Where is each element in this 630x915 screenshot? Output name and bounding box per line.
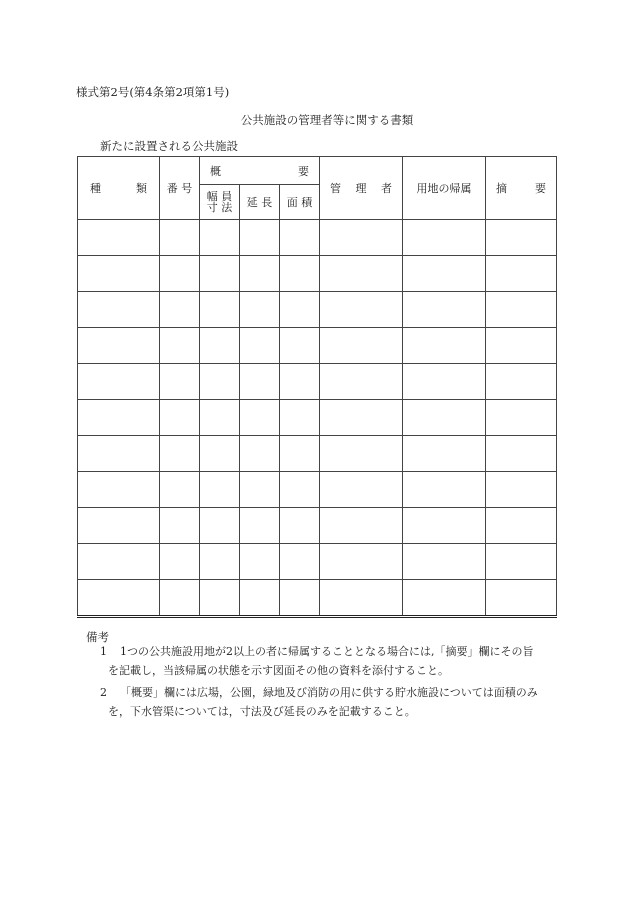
table-cell[interactable] bbox=[160, 508, 200, 544]
table-cell[interactable] bbox=[280, 220, 320, 256]
table-cell[interactable] bbox=[320, 436, 403, 472]
header-remarks-char-1: 摘 bbox=[496, 182, 508, 195]
table-cell[interactable] bbox=[486, 364, 557, 400]
table-cell[interactable] bbox=[200, 292, 240, 328]
table-cell[interactable] bbox=[200, 580, 240, 617]
table-cell[interactable] bbox=[160, 292, 200, 328]
table-body bbox=[78, 220, 557, 617]
table-cell[interactable] bbox=[280, 436, 320, 472]
table-cell[interactable] bbox=[280, 292, 320, 328]
table-cell[interactable] bbox=[403, 472, 486, 508]
table-cell[interactable] bbox=[78, 400, 160, 436]
table-cell[interactable] bbox=[403, 220, 486, 256]
table-cell[interactable] bbox=[78, 292, 160, 328]
table-cell[interactable] bbox=[78, 436, 160, 472]
header-type bbox=[78, 157, 160, 220]
table-cell[interactable] bbox=[280, 508, 320, 544]
table-cell[interactable] bbox=[200, 328, 240, 364]
header-width-line-1: 幅 員 bbox=[206, 190, 233, 203]
table-cell[interactable] bbox=[78, 472, 160, 508]
table-cell[interactable] bbox=[78, 256, 160, 292]
header-length: 延 長 bbox=[240, 185, 280, 220]
table-cell[interactable] bbox=[200, 508, 240, 544]
header-area: 面 積 bbox=[280, 185, 320, 220]
header-overview-char-1: 概 bbox=[210, 164, 221, 178]
table-cell[interactable] bbox=[486, 256, 557, 292]
table-cell[interactable] bbox=[240, 400, 280, 436]
table-cell[interactable] bbox=[200, 472, 240, 508]
table-cell[interactable] bbox=[200, 220, 240, 256]
table-cell[interactable] bbox=[486, 220, 557, 256]
table-cell[interactable] bbox=[160, 400, 200, 436]
table-row bbox=[78, 364, 557, 400]
table-cell[interactable] bbox=[160, 436, 200, 472]
table-cell[interactable] bbox=[280, 400, 320, 436]
note-1-line-2: を記載し，当該帰属の状態を示す図面その他の資料を添付すること。 bbox=[108, 664, 449, 677]
header-width-line-2: 寸 法 bbox=[206, 201, 233, 214]
table-cell[interactable] bbox=[320, 472, 403, 508]
form-number: 様式第2号(第4条第2項第1号) bbox=[76, 85, 230, 99]
table-cell[interactable] bbox=[240, 292, 280, 328]
table-cell[interactable] bbox=[240, 508, 280, 544]
header-remarks-char-2: 要 bbox=[535, 182, 547, 195]
table-cell[interactable] bbox=[486, 580, 557, 617]
header-number: 番 号 bbox=[160, 157, 200, 220]
header-type-char-1: 種 bbox=[90, 182, 101, 195]
header-manager-char-2: 理 bbox=[355, 182, 367, 195]
table-cell[interactable] bbox=[240, 544, 280, 580]
table-row bbox=[78, 544, 557, 580]
table-cell[interactable] bbox=[200, 400, 240, 436]
header-overview-char-2: 要 bbox=[298, 164, 310, 178]
table-cell[interactable] bbox=[320, 328, 403, 364]
header-remarks bbox=[486, 157, 557, 220]
table-cell[interactable] bbox=[486, 544, 557, 580]
header-manager bbox=[320, 157, 403, 220]
table-cell[interactable] bbox=[486, 328, 557, 364]
table-cell[interactable] bbox=[403, 400, 486, 436]
table-cell[interactable] bbox=[78, 328, 160, 364]
table-cell[interactable] bbox=[320, 508, 403, 544]
table-cell[interactable] bbox=[280, 364, 320, 400]
table-cell[interactable] bbox=[280, 472, 320, 508]
document-title: 公共施設の管理者等に関する書類 bbox=[240, 113, 414, 127]
table-cell[interactable] bbox=[240, 436, 280, 472]
table-cell[interactable] bbox=[320, 256, 403, 292]
table-cell[interactable] bbox=[200, 544, 240, 580]
table-row bbox=[78, 220, 557, 256]
table-cell[interactable] bbox=[403, 364, 486, 400]
table-cell[interactable] bbox=[240, 328, 280, 364]
header-land-ownership: 用地の帰属 bbox=[403, 157, 486, 220]
table-row bbox=[78, 436, 557, 472]
table-cell[interactable] bbox=[280, 256, 320, 292]
table-cell[interactable] bbox=[403, 544, 486, 580]
table-cell[interactable] bbox=[320, 544, 403, 580]
note-1-number: 1 bbox=[100, 645, 107, 658]
table-cell[interactable] bbox=[240, 364, 280, 400]
table-row bbox=[78, 328, 557, 364]
table-cell[interactable] bbox=[403, 436, 486, 472]
table-cell[interactable] bbox=[200, 364, 240, 400]
note-item-1 bbox=[100, 642, 560, 680]
note-item-2 bbox=[100, 683, 560, 721]
table-cell[interactable] bbox=[320, 580, 403, 617]
table-cell[interactable] bbox=[160, 256, 200, 292]
table-cell[interactable] bbox=[486, 292, 557, 328]
table-cell[interactable] bbox=[280, 328, 320, 364]
header-type-char-2: 類 bbox=[136, 182, 147, 195]
table-cell[interactable] bbox=[78, 508, 160, 544]
table-row bbox=[78, 256, 557, 292]
note-2-line-1: 「概要」欄には広場，公園，緑地及び消防の用に供する貯水施設については面積のみ bbox=[120, 686, 538, 699]
table-cell[interactable] bbox=[486, 472, 557, 508]
table-cell[interactable] bbox=[240, 580, 280, 617]
table-cell[interactable] bbox=[78, 364, 160, 400]
table-cell[interactable] bbox=[78, 580, 160, 617]
table-cell[interactable] bbox=[403, 328, 486, 364]
table-row bbox=[78, 580, 557, 617]
note-2-number: 2 bbox=[100, 686, 107, 699]
table-cell[interactable] bbox=[320, 364, 403, 400]
table-cell[interactable] bbox=[280, 544, 320, 580]
table-cell[interactable] bbox=[160, 220, 200, 256]
facilities-table bbox=[77, 156, 557, 618]
document-subtitle: 新たに設置される公共施設 bbox=[100, 139, 238, 153]
table-cell[interactable] bbox=[160, 580, 200, 617]
table-cell[interactable] bbox=[200, 436, 240, 472]
table-cell[interactable] bbox=[78, 220, 160, 256]
header-manager-char-3: 者 bbox=[381, 182, 393, 195]
table-cell[interactable] bbox=[403, 508, 486, 544]
table-row bbox=[78, 472, 557, 508]
table-cell[interactable] bbox=[160, 364, 200, 400]
header-overview bbox=[200, 157, 320, 185]
table-cell[interactable] bbox=[160, 472, 200, 508]
table-cell[interactable] bbox=[320, 220, 403, 256]
table-cell[interactable] bbox=[486, 508, 557, 544]
table-cell[interactable] bbox=[240, 472, 280, 508]
table-cell[interactable] bbox=[160, 328, 200, 364]
table-cell[interactable] bbox=[320, 400, 403, 436]
table-cell[interactable] bbox=[403, 292, 486, 328]
table-cell[interactable] bbox=[320, 292, 403, 328]
table-cell[interactable] bbox=[240, 220, 280, 256]
header-manager-char-1: 管 bbox=[330, 182, 342, 195]
table-cell[interactable] bbox=[403, 580, 486, 617]
table-cell[interactable] bbox=[78, 544, 160, 580]
table-row bbox=[78, 508, 557, 544]
table-cell[interactable] bbox=[486, 400, 557, 436]
table-cell[interactable] bbox=[160, 544, 200, 580]
table-cell[interactable] bbox=[200, 256, 240, 292]
table-cell[interactable] bbox=[280, 580, 320, 617]
note-2-line-2: を，下水管渠については，寸法及び延長のみを記載すること。 bbox=[108, 705, 416, 718]
table-row bbox=[78, 400, 557, 436]
table-row bbox=[78, 292, 557, 328]
table-cell[interactable] bbox=[486, 436, 557, 472]
table-cell[interactable] bbox=[403, 256, 486, 292]
notes-heading: 備考 bbox=[86, 630, 109, 644]
table-cell[interactable] bbox=[240, 256, 280, 292]
header-width bbox=[200, 185, 240, 220]
note-1-line-1: 1つの公共施設用地が2以上の者に帰属することとなる場合には,「摘要」欄にその旨 bbox=[120, 645, 534, 658]
